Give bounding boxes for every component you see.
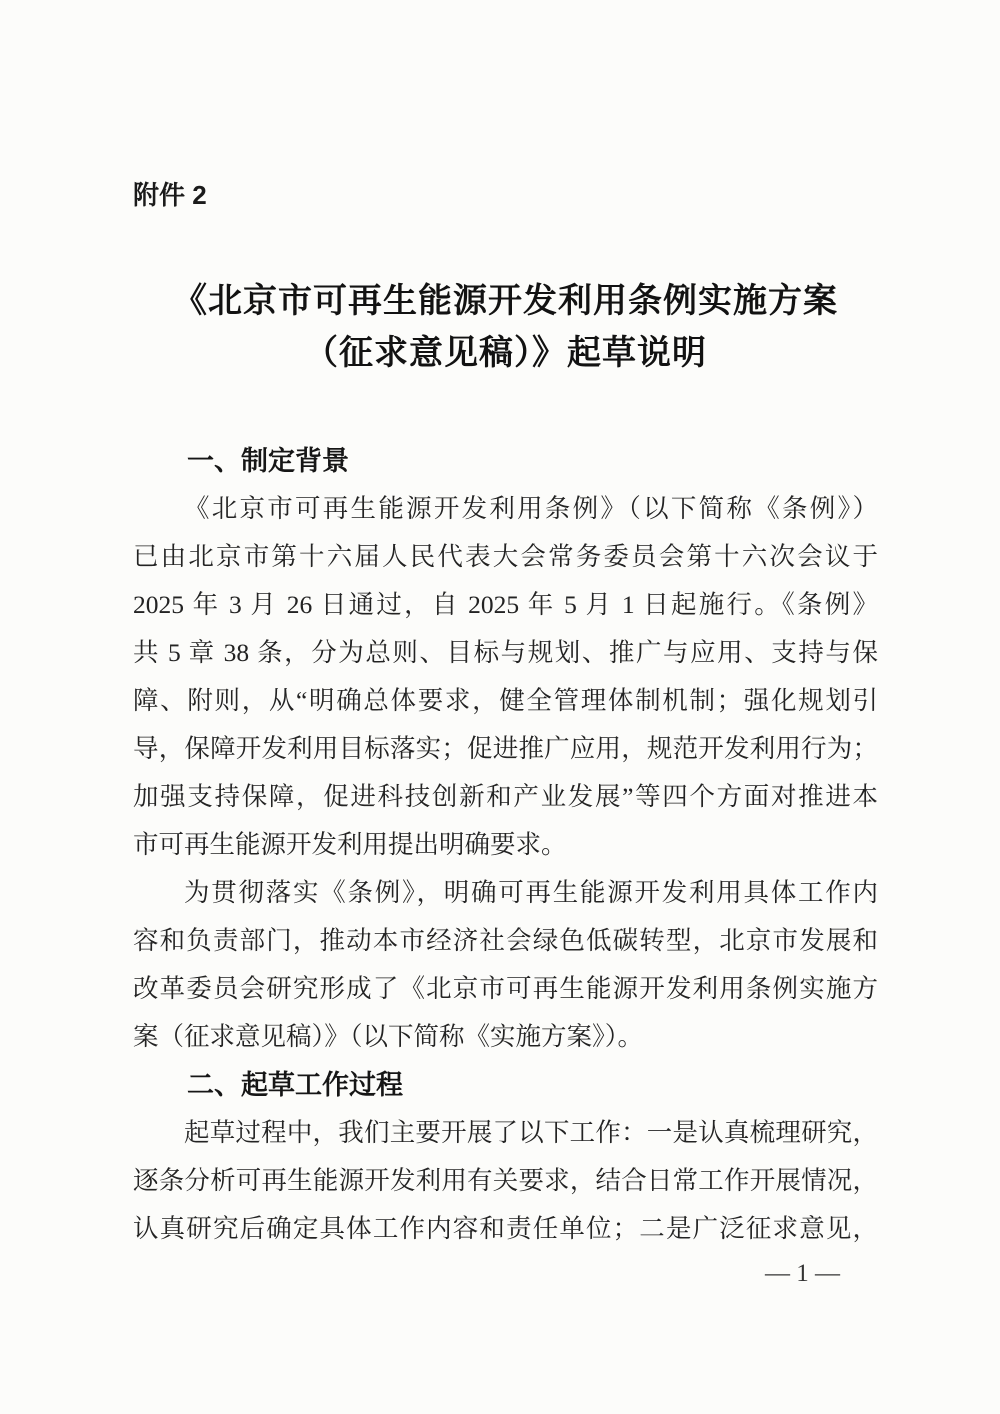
body-line: 改革委员会研究形成了《北京市可再生能源开发利用条例实施方 <box>133 974 878 1003</box>
body-line: 容和负责部门，推动本市经济社会绿色低碳转型，北京市发展和 <box>133 926 878 955</box>
section-heading: 一、制定背景 <box>187 446 349 476</box>
body-line: 2025 年 3 月 26 日通过，自 2025 年 5 月 1 日起施行。《条例》 <box>133 590 878 619</box>
body-line: 案（征求意见稿）》（以下简称《实施方案》）。 <box>133 1022 644 1051</box>
body-line: 导，保障开发利用目标落实；促进推广应用，规范开发利用行为； <box>133 734 878 763</box>
document-title <box>133 276 878 380</box>
body-line: 起草过程中，我们主要开展了以下工作：一是认真梳理研究， <box>184 1118 878 1147</box>
body-line: 为贯彻落实《条例》，明确可再生能源开发利用具体工作内 <box>184 878 878 907</box>
section-heading: 二、起草工作过程 <box>187 1070 403 1100</box>
body-line: 已由北京市第十六届人民代表大会常务委员会第十六次会议于 <box>133 542 878 571</box>
body-line: 逐条分析可再生能源开发利用有关要求，结合日常工作开展情况， <box>133 1166 878 1195</box>
body-line: 加强支持保障，促进科技创新和产业发展”等四个方面对推进本 <box>133 782 878 811</box>
page-number: — 1 — <box>765 1260 840 1287</box>
body-line: 《北京市可再生能源开发利用条例》（以下简称《条例》） <box>184 494 878 523</box>
body-line: 认真研究后确定具体工作内容和责任单位；二是广泛征求意见， <box>133 1214 878 1243</box>
title-line-1: 《北京市可再生能源开发利用条例实施方案 <box>173 283 838 320</box>
body-line: 市可再生能源开发利用提出明确要求。 <box>133 830 567 859</box>
body-line: 障、附则，从“明确总体要求，健全管理体制机制；强化规划引 <box>133 686 878 715</box>
attachment-label: 附件 2 <box>133 180 207 210</box>
document-body <box>133 437 878 1253</box>
body-line: 共 5 章 38 条，分为总则、目标与规划、推广与应用、支持与保 <box>133 638 878 667</box>
title-line-2: （征求意见稿）》起草说明 <box>304 335 707 372</box>
